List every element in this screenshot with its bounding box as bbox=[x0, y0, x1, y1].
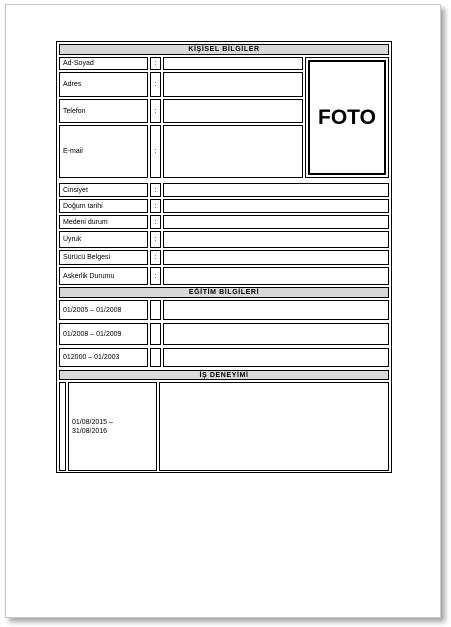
field-label-marital-status: Medeni durum bbox=[59, 215, 148, 229]
education-dates: 01/2005 – 01/2008 bbox=[59, 300, 148, 320]
photo-frame bbox=[305, 57, 389, 178]
field-colon: : bbox=[150, 267, 161, 285]
experience-narrow-column bbox=[59, 382, 66, 471]
education-spacer bbox=[150, 323, 161, 345]
cv-form bbox=[56, 41, 392, 473]
field-value-birthdate[interactable] bbox=[163, 199, 389, 213]
education-spacer bbox=[150, 300, 161, 320]
field-colon: : bbox=[150, 57, 161, 70]
field-label-address: Adres bbox=[59, 72, 148, 97]
field-label-email: E-mail bbox=[59, 125, 148, 178]
field-colon: : bbox=[150, 199, 161, 213]
field-value-address[interactable] bbox=[163, 72, 303, 97]
field-value-driving-license[interactable] bbox=[163, 250, 389, 265]
field-label-birthdate: Doğum tarihi bbox=[59, 199, 148, 213]
field-value-gender[interactable] bbox=[163, 183, 389, 197]
field-value-phone[interactable] bbox=[163, 99, 303, 123]
education-dates: 012000 – 01/2003 bbox=[59, 348, 148, 367]
experience-header: İŞ DENEYİMİ bbox=[59, 370, 389, 380]
field-label-nationality: Uyruk bbox=[59, 231, 148, 248]
field-label-driving-license: Sürücü Belgesi bbox=[59, 250, 148, 265]
experience-details[interactable] bbox=[159, 382, 389, 471]
education-spacer bbox=[150, 348, 161, 367]
photo-placeholder[interactable]: FOTO bbox=[308, 60, 386, 175]
document-page bbox=[5, 4, 441, 618]
field-colon: : bbox=[150, 99, 161, 123]
education-details[interactable] bbox=[163, 300, 389, 320]
field-value-military-status[interactable] bbox=[163, 267, 389, 285]
field-label-phone: Telefon bbox=[59, 99, 148, 123]
field-colon: : bbox=[150, 183, 161, 197]
field-value-email[interactable] bbox=[163, 125, 303, 178]
education-dates: 01/2008 – 01/2009 bbox=[59, 323, 148, 345]
field-value-nationality[interactable] bbox=[163, 231, 389, 248]
field-label-military-status: Askerlik Durumu bbox=[59, 267, 148, 285]
personal-info-header: KİŞİSEL BİLGİLER bbox=[59, 44, 389, 55]
field-colon: : bbox=[150, 215, 161, 229]
education-details[interactable] bbox=[163, 348, 389, 367]
field-colon: : bbox=[150, 250, 161, 265]
experience-dates bbox=[68, 382, 157, 471]
experience-date-end: 31/08/2016 bbox=[72, 427, 108, 435]
education-header: EĞİTİM BİLGİLERİ bbox=[59, 287, 389, 298]
field-value-name[interactable] bbox=[163, 57, 303, 70]
education-details[interactable] bbox=[163, 323, 389, 345]
field-label-name: Ad-Soyad bbox=[59, 57, 148, 70]
field-label-gender: Cinsiyet bbox=[59, 183, 148, 197]
field-value-marital-status[interactable] bbox=[163, 215, 389, 229]
experience-date-start: 01/08/2015 – bbox=[72, 418, 113, 426]
field-colon: : bbox=[150, 231, 161, 248]
field-colon: : bbox=[150, 72, 161, 97]
field-colon: : bbox=[150, 125, 161, 178]
